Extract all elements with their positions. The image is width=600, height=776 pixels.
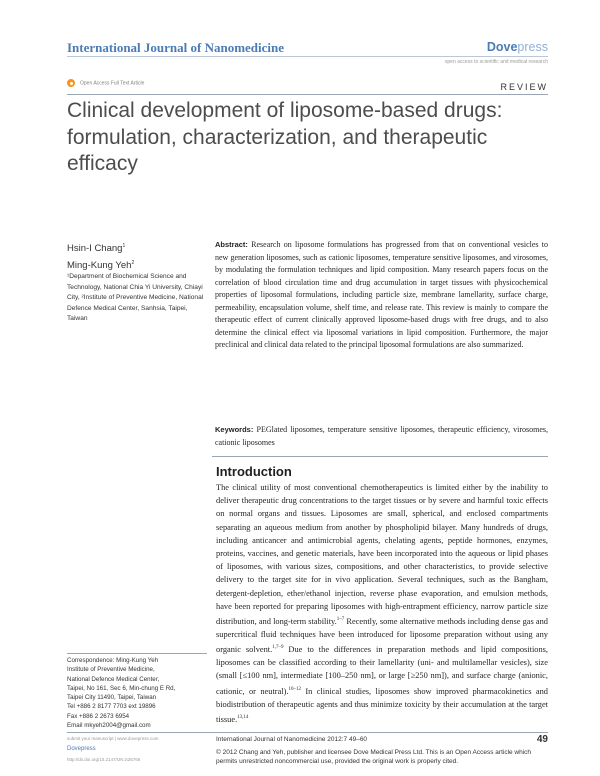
doi-link[interactable]: http://dx.doi.org/10.2147/IJN.S26766 [67, 757, 141, 762]
brand-bold: Dove [486, 40, 518, 54]
journal-name: International Journal of Nanomedicine [67, 40, 285, 55]
author: Ming-Kung Yeh$^2$ [67, 260, 135, 272]
footer-brand: Dovepress [67, 746, 96, 752]
footer-rule [67, 732, 548, 733]
keywords [215, 424, 548, 449]
abstract-rule [212, 456, 548, 457]
copyright: © 2012 Chang and Yeh, publisher and licensee Dove Medical Press Ltd. This is an Open Access article which permits unrestricted noncommercial use, provided the original work is properly cited. [216, 749, 532, 765]
title-rule [67, 94, 548, 95]
open-access-label [67, 79, 144, 87]
reference: 1,7–9 [272, 645, 284, 651]
correspondence-rule [67, 653, 207, 654]
abstract [215, 239, 548, 352]
intro-paragraph: The clinical utility of most conventional chemotherapeutics is limited either by the inability to deliver therapeutic drug concentrations to the target tissues or by severe and harmful toxic effects on normal organs and tissues. Liposomes are small, spherical, and enclosed compartments separating an aqueous medium from another by phospholipid bilayer. Many hundreds of drugs, including anticancer and antimicrobial agents, chelating agents, peptide hormones, enzymes, proteins, vaccines, and genetic materials, have been incorporated into the aqueous or lipid phases of liposomes, with various sizes, compositions, and other characteristics, to provide selective delivery to the target site for in vivo application. Several techniques, such as the Bangham, detergent-depletion, ether/ethanol injection, reverse phase evaporation, and emulsion methods, have been reported for preparing liposomes with high-entrapment efficiency, narrow particle size distribution, and long-term stability.$^{1-7}$ Recently, some alternative methods including dense gas and supercritical fluid techniques have been introduced for liposome preparation without using any organic solvent.$^{1,7-9}$ Due to the differences in preparation methods and lipid compositions, liposomes can be classified according to their lamellarity (uni- and multilamellar vesicles), size (small [≤100 nm], intermediate [100–250 nm], or large [≥250 nm]), and surface charge (anionic, cationic, or neutral).$^{10-12}$ In clinical studies, liposomes show improved pharmacokinetics and biodistribution of therapeutic agents and thus minimize toxicity by their accumulation at the target tissue.$^{13,14}$ [216, 483, 549, 724]
affiliations: ¹Department of Biochemical Science and Technology, National Chia Yi University, Chiayi City, ²Institute of Preventive Medicine, National Defence Medical Center, Sanhsia, Taipei, Taiwan [67, 273, 204, 322]
article-type: REVIEW [500, 82, 548, 92]
abstract-label: Abstract: [215, 240, 248, 249]
email-link[interactable]: Email mkyeh2004@gmail.com [67, 722, 151, 730]
publisher-logo [487, 40, 548, 54]
open-access-text: Open Access Full Text Article [80, 80, 145, 87]
reference: 13,14 [237, 714, 249, 720]
section-heading: Introduction [216, 464, 292, 479]
author-list [67, 239, 134, 273]
abstract-text: Research on liposome formulations has progressed from that on conventional vesicles to new generation liposomes, such as cationic liposomes, temperature sensitive liposomes, and virosomes, by modulating the formulation techniques and lipid composition. Many research papers focus on the correlation of blood circulation time and drug accumulation in target tissues with physicochemical properties of liposomal formulations, including particle size, membrane lamellarity, surface charge, permeability, encapsulation volume, shelf time, and release rate. This review is mainly to compare the therapeutic effect of current clinically approved liposome-based drugs with free drugs, and to also determine the clinical effect via liposomal variations in lipid composition. Furthermore, the major preclinical and clinical data related to the principal liposomal formulations are also summarized. [215, 240, 548, 349]
brand-light: press [517, 40, 548, 54]
publisher-tagline: open access to scientific and medical research [444, 59, 548, 65]
reference: 10–12 [288, 686, 301, 692]
author: Hsin-I Chang$^1$ [67, 243, 126, 255]
submit-link[interactable]: submit your manuscript | www.dovepress.com [67, 736, 159, 741]
page-number: 49 [536, 734, 548, 745]
article-title: Clinical development of liposome-based drugs: formulation, characterization, and therapeutic efficacy [67, 99, 503, 175]
keywords-text: PEGlated liposomes, temperature sensitive liposomes, therapeutic efficiency, virosomes, cationic liposomes [215, 425, 548, 447]
header-rule [67, 56, 548, 57]
open-access-icon [67, 79, 75, 87]
keywords-label: Keywords: [215, 425, 254, 434]
citation: International Journal of Nanomedicine 2012:7 49–60 [216, 736, 368, 743]
reference: 1–7 [336, 617, 345, 623]
correspondence: Correspondence: Ming-Kung Yeh Institute of Preventive Medicine, National Defence Medical Center, Taipei, No 161, Sec 6, Min-chung E Rd, Taipei City 11490, Taipei, Taiwan Tel +886 2 8177 7703 ext 19896 Fax +886 2 2673 6954 Email mkyeh2004@gmail.com [67, 656, 209, 730]
